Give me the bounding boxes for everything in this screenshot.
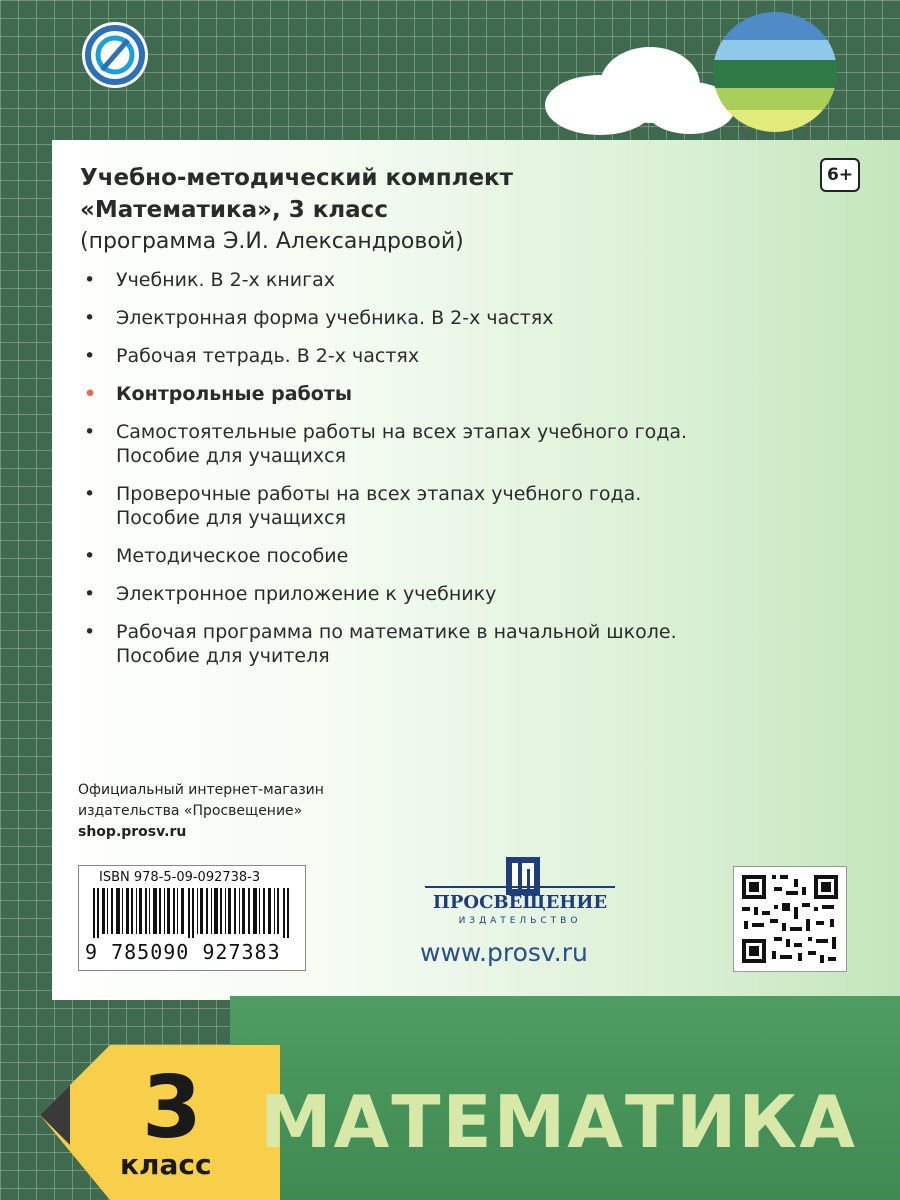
isbn-barcode [78, 865, 306, 971]
qr-code-icon[interactable] [733, 866, 847, 972]
bullet-icon: • [84, 483, 96, 505]
bullet-icon: • [84, 621, 96, 643]
list-item: • Электронная форма учебника. В 2-х частях [84, 307, 554, 329]
title-line-1: Учебно-методический комплект [80, 165, 514, 191]
shop-url-link[interactable]: shop.prosv.ru [78, 824, 187, 840]
bullet-icon: • [84, 583, 96, 605]
shop-line-2: издательства «Просвещение» [78, 803, 303, 819]
bullet-icon: • [84, 421, 96, 443]
title-line-3: (программа Э.И. Александровой) [80, 229, 464, 254]
list-item-highlighted: • Контрольные работы [84, 383, 353, 405]
online-shop-info [78, 780, 324, 843]
list-item: • Учебник. В 2-х книгах [84, 269, 335, 291]
bullet-icon: • [84, 269, 96, 291]
publisher-round-logo-icon [80, 20, 150, 90]
isbn-label: ISBN 978-5-09-092738-3 [99, 870, 261, 885]
kit-components-list [80, 268, 687, 682]
title-line-2: «Математика», 3 класс [80, 197, 388, 223]
list-item: • Рабочая тетрадь. В 2-х частях [84, 345, 420, 367]
list-item: • Методическое пособие [84, 545, 349, 567]
publisher-divider [425, 886, 615, 888]
bullet-icon: • [84, 545, 96, 567]
barcode-digits: 9 785090 927383 [85, 940, 281, 964]
subject-title: МАТЕМАТИКА [260, 1080, 857, 1164]
list-item: • Рабочая программа по математике в начальной школе. Пособие для учителя [84, 621, 677, 667]
bullet-icon: • [84, 383, 97, 405]
bullet-icon: • [84, 307, 96, 329]
kit-title [80, 162, 513, 258]
list-item: • Проверочные работы на всех этапах учебного года. Пособие для учащихся [84, 483, 642, 529]
bullet-icon: • [84, 345, 96, 367]
publisher-subtitle: ИЗДАТЕЛЬСТВО [458, 916, 582, 926]
barcode-bars-icon [93, 888, 291, 938]
list-item: • Электронное приложение к учебнику [84, 583, 497, 605]
grade-word: класс [120, 1148, 212, 1181]
publisher-name: ПРОСВЕЩЕНИЕ [432, 892, 608, 913]
shop-line-1: Официальный интернет-магазин [78, 782, 324, 798]
grade-number: 3 [142, 1058, 202, 1158]
publisher-website-link[interactable]: www.prosv.ru [420, 938, 588, 967]
age-rating-badge: 6+ [820, 158, 860, 192]
list-item: • Самостоятельные работы на всех этапах учебного года. Пособие для учащихся [84, 421, 688, 467]
